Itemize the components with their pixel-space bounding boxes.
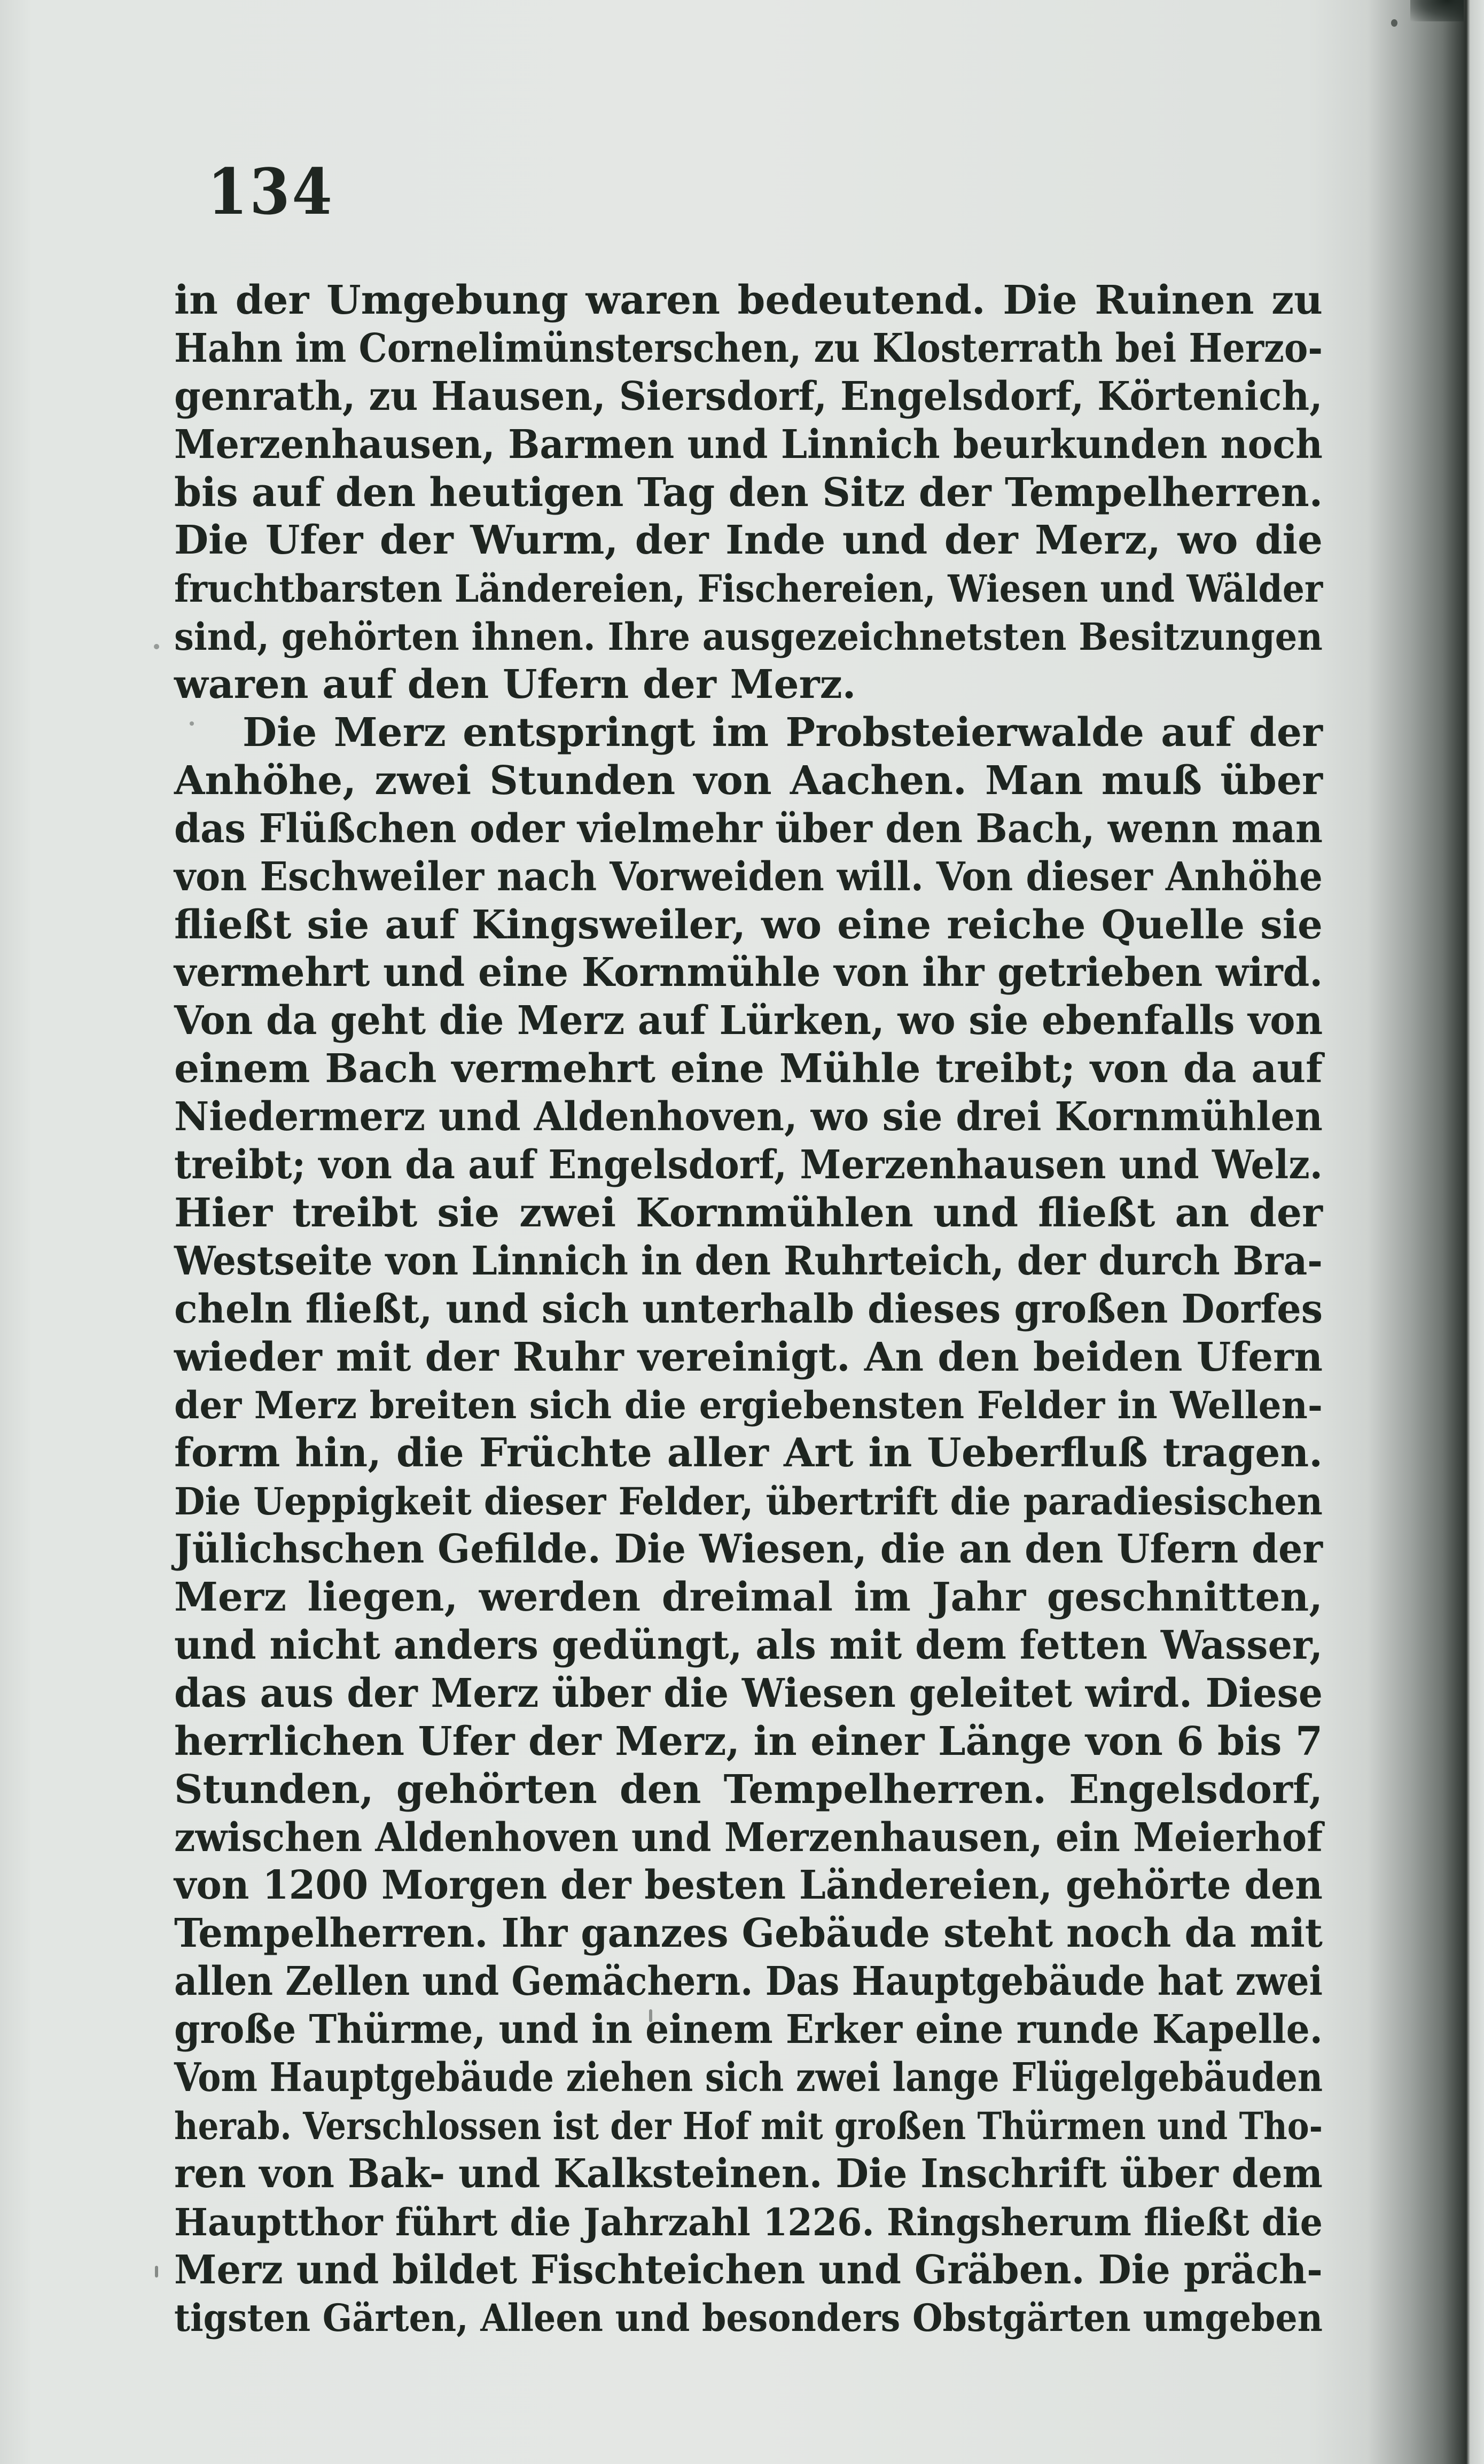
text-line: tigsten Gärten, Alleen und besonders Obstgärten umgeben (174, 2296, 1323, 2341)
text-line: Westseite von Linnich in den Ruhrteich, der durch Bra- (174, 1238, 1323, 1284)
text-line: Vom Hauptgebäude ziehen sich zwei lange Flügelgebäuden (174, 2054, 1323, 2101)
text-line: einem Bach vermehrt eine Mühle treibt; von da auf (174, 1046, 1323, 1092)
text-line: Hier treibt sie zwei Kornmühlen und fließt an der (174, 1190, 1323, 1236)
text-line: Von da geht die Merz auf Lürken, wo sie ebenfalls von (174, 998, 1323, 1044)
text-line: bis auf den heutigen Tag den Sitz der Tempelherren. (174, 469, 1323, 516)
text-line: und nicht anders gedüngt, als mit dem fetten Wasser, (174, 1622, 1323, 1668)
text-line: in der Umgebung waren bedeutend. Die Ruinen zu (174, 277, 1323, 323)
ink-speck (155, 2266, 158, 2278)
text-line: Anhöhe, zwei Stunden von Aachen. Man muß über (174, 757, 1323, 804)
text-line: herrlichen Ufer der Merz, in einer Länge von 6 bis 7 (174, 1718, 1323, 1765)
text-line: Tempelherren. Ihr ganzes Gebäude steht noch da mit (174, 1910, 1323, 1957)
text-line: Merz liegen, werden dreimal im Jahr geschnitten, (174, 1574, 1323, 1621)
text-line: Merz und bildet Fischteichen und Gräben. Die präch- (174, 2247, 1323, 2293)
text-line: von Eschweiler nach Vorweiden will. Von dieser Anhöhe (174, 853, 1323, 900)
ink-speck (1391, 19, 1397, 27)
text-line: form hin, die Früchte aller Art in Ueberfluß tragen. (174, 1430, 1323, 1476)
text-line: Hauptthor führt die Jahrzahl 1226. Ringsherum fließt die (174, 2199, 1323, 2244)
text-line: der Merz breiten sich die ergiebensten Felder in Wellen- (174, 1383, 1323, 1428)
text-line: allen Zellen und Gemächern. Das Hauptgebäude hat zwei (174, 1958, 1323, 2005)
text-line: wieder mit der Ruhr vereinigt. An den beiden Ufern (174, 1334, 1323, 1380)
text-line: Jülichschen Gefilde. Die Wiesen, die an den Ufern der (174, 1526, 1323, 1573)
text-line: von 1200 Morgen der besten Ländereien, gehörte den (174, 1862, 1323, 1909)
text-line: Die Merz entspringt im Probsteierwalde auf der (243, 710, 1323, 756)
text-line: Merzenhausen, Barmen und Linnich beurkunden noch (174, 421, 1323, 468)
text-line: waren auf den Ufern der Merz. (174, 662, 856, 708)
ink-speck (154, 644, 159, 649)
text-line: genrath, zu Hausen, Siersdorf, Engelsdorf, Körtenich, (174, 373, 1323, 419)
text-line: Hahn im Cornelimünsterschen, zu Klosterrath bei Herzo- (174, 325, 1323, 371)
text-line: große Thürme, und in einem Erker eine runde Kapelle. (174, 2007, 1323, 2053)
body-text (174, 277, 1323, 2342)
text-line: vermehrt und eine Kornmühle von ihr getrieben wird. (174, 950, 1323, 996)
text-line: Die Ueppigkeit dieser Felder, übertrift die paradiesischen (174, 1479, 1323, 1524)
text-line: zwischen Aldenhoven und Merzenhausen, ein Meierhof (174, 1814, 1323, 1861)
text-line: Die Ufer der Wurm, der Inde und der Merz, wo die (174, 517, 1323, 564)
text-line: sind, gehörten ihnen. Ihre ausgezeichnetsten Besitzungen (174, 615, 1323, 659)
text-line: fruchtbarsten Ländereien, Fischereien, Wiesen und Wälder (174, 566, 1323, 611)
text-line: das aus der Merz über die Wiesen geleitet wird. Diese (174, 1670, 1323, 1716)
text-line: das Flüßchen oder vielmehr über den Bach, wenn man (174, 805, 1323, 852)
text-line: cheln fließt, und sich unterhalb dieses großen Dorfes (174, 1286, 1323, 1332)
text-line: treibt; von da auf Engelsdorf, Merzenhausen und Welz. (174, 1142, 1323, 1188)
spine-shadow (1410, 0, 1464, 21)
text-line: fließt sie auf Kingsweiler, wo eine reiche Quelle sie (174, 901, 1323, 948)
page-number: 134 (207, 154, 334, 229)
text-line: Niedermerz und Aldenhoven, wo sie drei Kornmühlen (174, 1094, 1323, 1140)
text-line: herab. Verschlossen ist der Hof mit großen Thürmen und Tho- (174, 2103, 1323, 2148)
text-line: Stunden, gehörten den Tempelherren. Engelsdorf, (174, 1766, 1323, 1813)
text-line: ren von Bak- und Kalksteinen. Die Inschrift über dem (174, 2150, 1323, 2197)
